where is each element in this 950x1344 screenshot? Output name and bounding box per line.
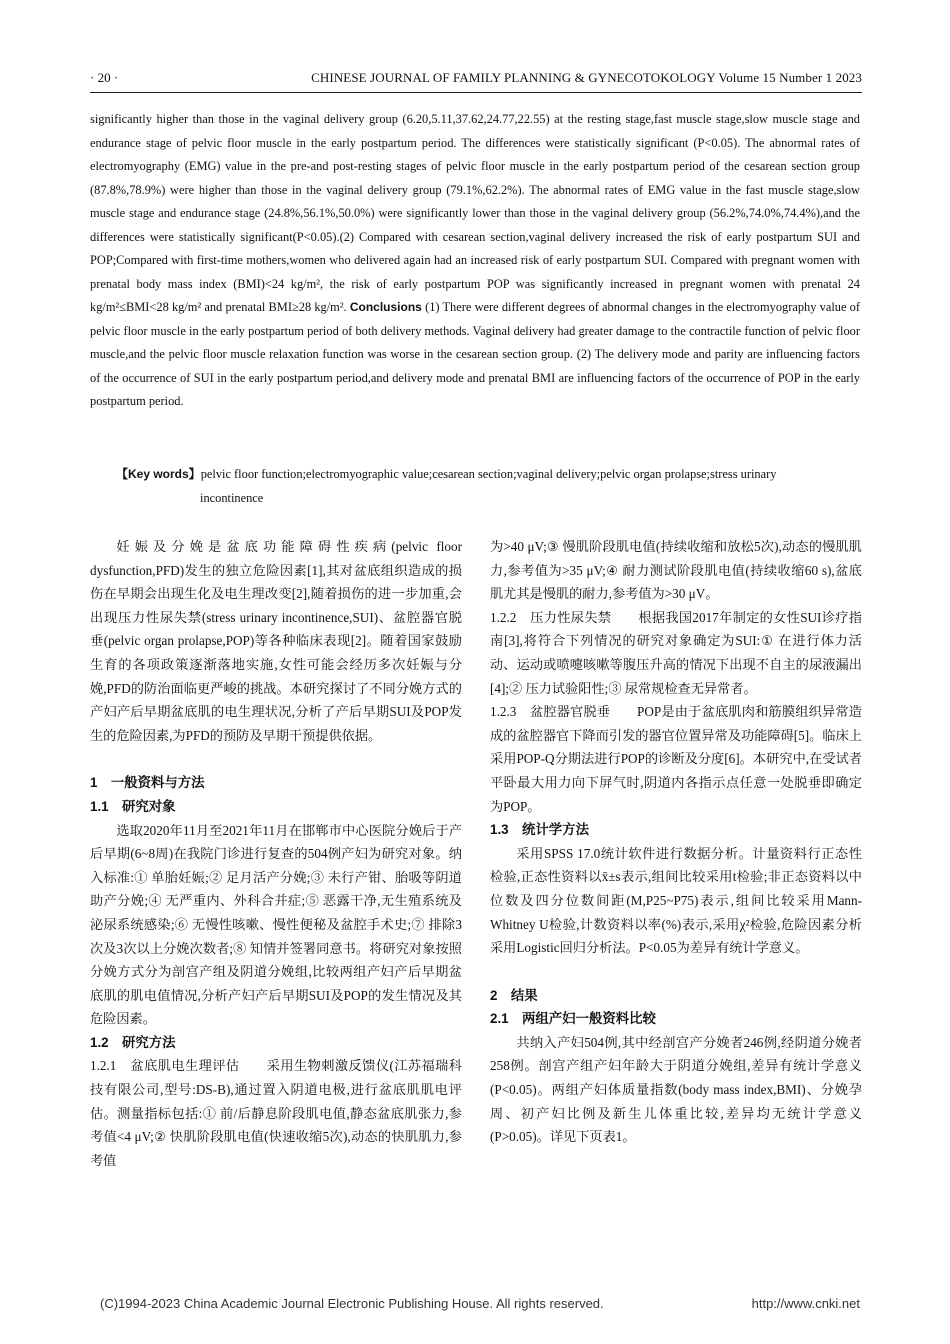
section-1-2-heading: 1.2 研究方法 <box>90 1034 176 1050</box>
section-1-2-3-paragraph: 1.2.3 盆腔器官脱垂 POP是由于盆底肌肉和筋膜组织异常造成的盆腔器官下降而引发的器官位置异常及功能障碍[5]。临床上采用POP-Q分期法进行POP的诊断及分度[6]。本研究中,在受试者平卧最大用力向下屏气时,阴道内各指示点任意一处脱垂即确定为POP。 <box>490 704 862 814</box>
conclusions-label: Conclusions <box>349 300 422 314</box>
section-1-heading: 1 一般资料与方法 <box>90 775 205 791</box>
left-column <box>90 535 462 1172</box>
abstract-results-text: significantly higher than those in the vaginal delivery group (6.20,5.11,37.62,24.77,22.55) at the resting stage,fast muscle stage,slow muscle stage and endurance stage of pelvic floor muscle in the early postpartum period. The differences were statistically significant (P<0.05). The abnormal rates of electromyography (EMG) value in the pre-and post-resting stages of pelvic floor muscle in the early postpartum period of the cesarean section group (87.8%,78.9%) were higher than those in the vaginal delivery group (79.1%,62.2%). The abnormal rates of EMG value in the fast muscle stage,slow muscle stage and endurance stage (24.8%,56.1%,50.0%) were significantly lower than those in the vaginal delivery group (56.2%,74.0%,74.4%),and the differences were statistically significant(P<0.05).(2) Compared with cesarean section,vaginal delivery increased the risk of early postpartum SUI and POP;Compared with first-time mothers,women who delivered again had an increased risk of early postpartum SUI. Compared with pregnant women with prenatal body mass index (BMI)<24 kg/m², the risk of early postpartum POP was significantly increased in pregnant women with prenatal 24 kg/m²≤BMI<28 kg/m² and prenatal BMI≥28 kg/m². <box>90 112 860 314</box>
running-header <box>90 66 862 96</box>
header-rule <box>90 92 862 93</box>
section-2-heading: 2 结果 <box>490 987 538 1003</box>
keywords-line2: incontinence <box>200 491 264 505</box>
footer-url[interactable]: http://www.cnki.net <box>751 1296 860 1311</box>
continued-paragraph: 为>40 μV;③ 慢肌阶段肌电值(持续收缩和放松5次),动态的慢肌肌力,参考值为>35 μV;④ 耐力测试阶段肌电值(持续收缩60 s),盆底肌尤其是慢肌的耐力,参考值为>30 μV。 <box>490 539 862 602</box>
abstract-conclusions-text: (1) There were different degrees of abnormal changes in the electromyography value of pelvic floor muscle in the early postpartum period of both delivery methods. Vaginal delivery had greater damage to the contractile function of pelvic floor muscle,and the pelvic floor muscle relaxation function was worse in the cesarean section group. (2) The delivery mode and parity are influencing factors of the occurrence of SUI in the early postpartum period,and delivery mode and prenatal BMI are influencing factors of the occurrence of POP in the early postpartum period. <box>90 300 860 408</box>
section-1-3-paragraph: 采用SPSS 17.0统计软件进行数据分析。计量资料行正态性检验,正态性资料以x̄±s表示,组间比较采用t检验;非正态资料以中位数及四分位数间距(M,P25~P75)表示,组间比较采用Mann-Whitney U检验,计数资料以率(%)表示,采用χ²检验,危险因素分析采用Logistic回归分析法。P<0.05为差异有统计学意义。 <box>490 845 862 956</box>
footer <box>100 1296 860 1311</box>
section-1-1-paragraph: 选取2020年11月至2021年11月在邯郸市中心医院分娩后于产后早期(6~8周)在我院门诊进行复查的504例产妇为研究对象。纳入标准:① 单胎妊娠;② 足月活产分娩;③ 未行产钳、胎吸等阴道助产分娩;④ 无严重内、外科合并症;⑤ 恶露干净,无生殖系统及泌尿系统感染;⑥ 无慢性咳嗽、慢性便秘及盆腔手术史;⑦ 排除3次及3次以上分娩次数者;⑧ 知情并签署同意书。将研究对象按照分娩方式分为剖宫产组及阴道分娩组,比较两组产妇产后早期盆底肌的肌电值情况,分析产妇产后早期SUI及POP的发生情况及其危险因素。 <box>90 822 462 1027</box>
section-2-1-paragraph: 共纳入产妇504例,其中经剖宫产分娩者246例,经阴道分娩者258例。剖宫产组产妇年龄大于阴道分娩组,差异有统计学意义(P<0.05)。两组产妇体质量指数(body mass index,BMI)、分娩孕周、初产妇比例及新生儿体重比较,差异均无统计学意义(P>0.05)。详见下页表1。 <box>490 1034 862 1145</box>
section-1-1-heading: 1.1 研究对象 <box>90 798 176 814</box>
page-number: · 20 · <box>90 70 119 85</box>
intro-paragraph: 妊娠及分娩是盆底功能障碍性疾病(pelvic floor dysfunction,PFD)发生的独立危险因素[1],其对盆底组织造成的损伤在早期会出现生化及电生理改变[2],随着损伤的进一步加重,会出现压力性尿失禁(stress urinary incontinence,SUI)、盆腔器官脱垂(pelvic organ prolapse,POP)等各种临床表现[2]。随着国家鼓励生育的各项政策逐渐落地实施,女性可能会经历多次妊娠与分娩,PFD的防治面临更严峻的挑战。本研究探讨了不同分娩方式的产妇产后早期盆底肌的电生理状况,分析了产后早期SUI及POP发生的危险因素,为PFD的预防及早期干预提供依据。 <box>90 539 462 743</box>
abstract <box>90 108 860 414</box>
journal-title: CHINESE JOURNAL OF FAMILY PLANNING & GYNECOTOKOLOGY Volume 15 Number 1 2023 <box>311 70 862 85</box>
keywords-label: 【Key words】 <box>116 467 201 481</box>
keywords <box>116 462 862 510</box>
keywords-line1: pelvic floor function;electromyographic value;cesarean section;vaginal delivery;pelvic organ prolapse;stress urinary <box>200 467 777 481</box>
section-2-1-heading: 2.1 两组产妇一般资料比较 <box>490 1011 656 1027</box>
section-1-2-1-paragraph: 1.2.1 盆底肌电生理评估 采用生物刺激反馈仪(江苏福瑞科技有限公司,型号:DS-B),通过置入阴道电极,进行盆底肌肌电评估。测量指标包括:① 前/后静息阶段肌电值,静态盆底肌张力,参考值<4 μV;② 快肌阶段肌电值(快速收缩5次),动态的快肌肌力,参考值 <box>90 1058 462 1168</box>
section-1-2-2-paragraph: 1.2.2 压力性尿失禁 根据我国2017年制定的女性SUI诊疗指南[3],将符合下列情况的研究对象确定为SUI:① 在进行体力活动、运动或喷嚏咳嗽等腹压升高的情况下出现不自主的尿液漏出[4];② 压力试验阳性;③ 尿常规检查无异常者。 <box>490 609 862 696</box>
section-1-3-heading: 1.3 统计学方法 <box>490 822 589 838</box>
copyright-text: (C)1994-2023 China Academic Journal Electronic Publishing House. All rights reserved. <box>100 1296 604 1311</box>
right-column <box>490 535 862 1149</box>
